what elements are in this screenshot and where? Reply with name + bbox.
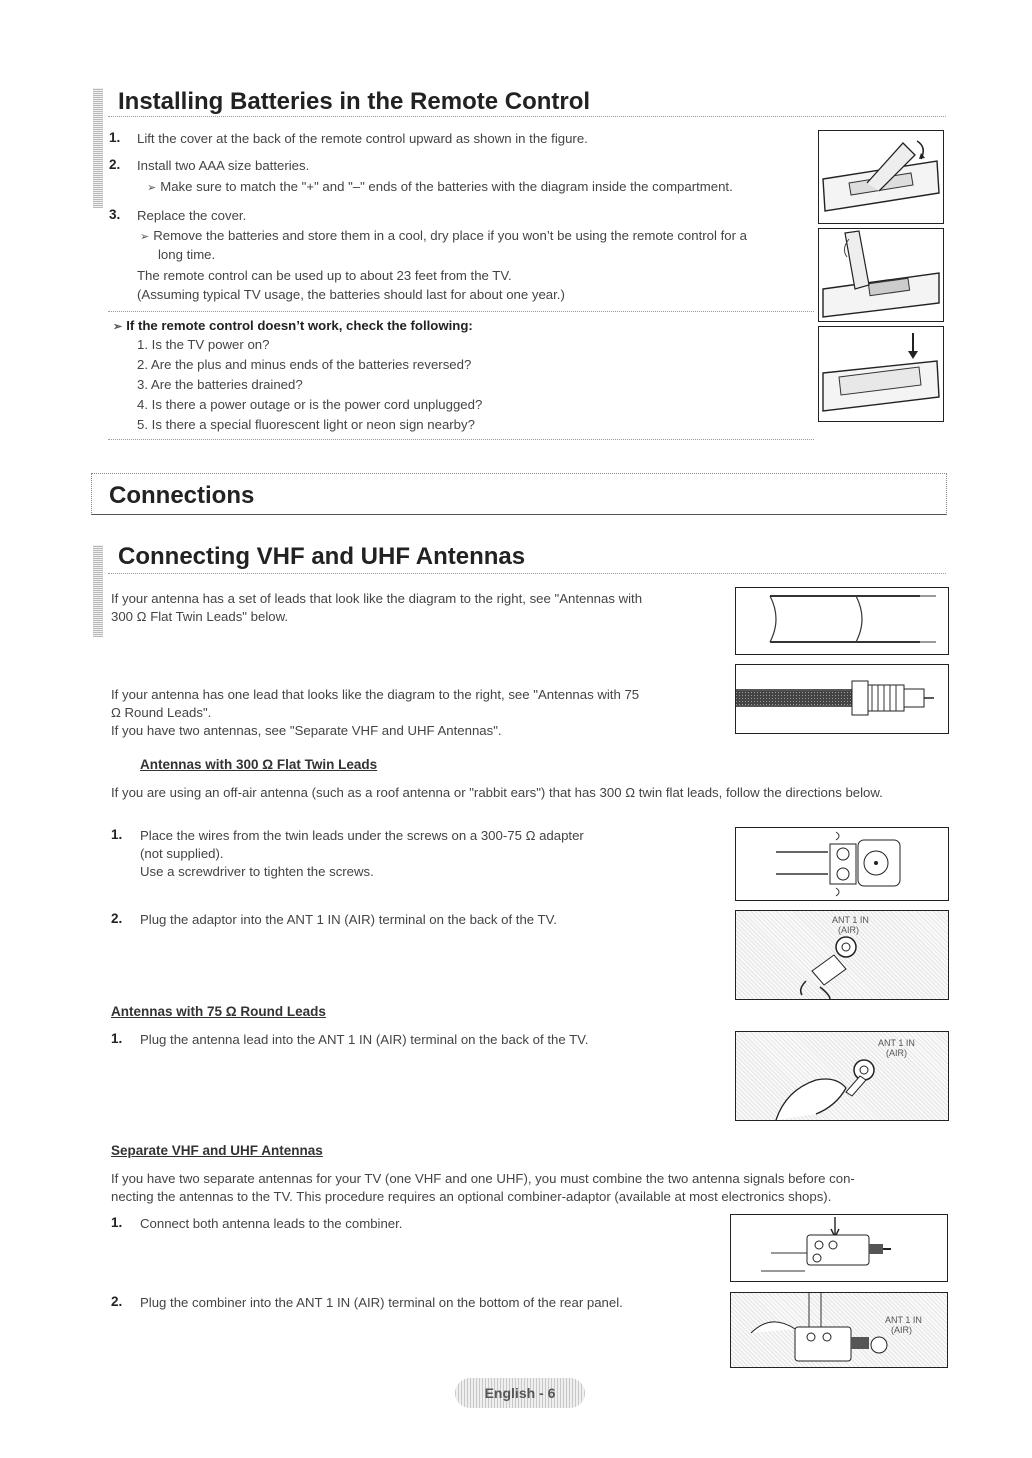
adapter-figure — [735, 827, 949, 901]
step-number: 2. — [109, 157, 121, 172]
coax-cable-illustration — [736, 665, 948, 733]
step-text: Use a screwdriver to tighten the screws. — [140, 864, 374, 879]
battery-insert-figure — [818, 228, 944, 322]
separate-desc: necting the antennas to the TV. This procedure requires an optional combiner-adaptor (available at most electronics shops). — [111, 1189, 832, 1204]
step-text: Connect both antenna leads to the combiner. — [140, 1216, 403, 1231]
separate-desc: If you have two separate antennas for your TV (one VHF and one UHF), you must combine the two antenna signals before con- — [111, 1171, 855, 1186]
divider — [108, 439, 814, 440]
combiner-figure — [730, 1214, 948, 1282]
troubleshoot-title: ➢ If the remote control doesn’t work, check the following: — [113, 317, 473, 336]
remote-close-illustration — [819, 327, 943, 421]
step-text: Lift the cover at the back of the remote control upward as shown in the figure. — [137, 131, 588, 146]
flat-leads-desc: If you are using an off-air antenna (such as a roof antenna or "rabbit ears") that has 300 Ω twin flat leads, follow the directions below. — [111, 785, 883, 800]
step-number: 2. — [111, 1294, 123, 1309]
intro-text: Ω Round Leads". — [111, 705, 212, 720]
flat-leads-heading: Antennas with 300 Ω Flat Twin Leads — [140, 757, 378, 772]
check-item: 1. Is the TV power on? — [137, 337, 270, 352]
remote-open-illustration — [819, 131, 943, 223]
title-divider — [108, 116, 946, 117]
coax-plug-illustration — [736, 1032, 948, 1120]
connections-title: Connections — [109, 482, 255, 509]
life-line: (Assuming typical TV usage, the batteries should last for about one year.) — [137, 287, 565, 302]
step-note: ➢ Make sure to match the "+" and "–" ends of the batteries with the diagram inside the compartment. — [147, 178, 733, 197]
step-text: Plug the antenna lead into the ANT 1 IN (AIR) terminal on the back of the TV. — [140, 1032, 589, 1047]
title-divider — [108, 573, 946, 574]
adapter-plug-illustration — [736, 911, 948, 999]
step-text: Plug the combiner into the ANT 1 IN (AIR) terminal on the bottom of the rear panel. — [140, 1295, 623, 1310]
step-number: 1. — [111, 827, 123, 842]
step-text: Install two AAA size batteries. — [137, 158, 310, 173]
air-label: (AIR) — [838, 925, 859, 935]
antenna-section-title: Connecting VHF and UHF Antennas — [118, 543, 526, 570]
flat-twin-lead-figure — [735, 587, 949, 655]
step-text: Place the wires from the twin leads under the screws on a 300-75 Ω adapter — [140, 828, 584, 843]
intro-text: 300 Ω Flat Twin Leads" below. — [111, 609, 289, 624]
remote-cover-close-figure — [818, 326, 944, 422]
ant-in-label: ANT 1 IN — [832, 915, 869, 925]
check-item: 4. Is there a power outage or is the power cord unplugged? — [137, 397, 483, 412]
adapter-illustration — [736, 828, 948, 900]
intro-text: If you have two antennas, see "Separate VHF and UHF Antennas". — [111, 723, 502, 738]
combiner-illustration — [731, 1215, 947, 1281]
combiner-plug-figure — [730, 1292, 948, 1368]
step-number: 1. — [111, 1031, 123, 1046]
step-note: ➢ Remove the batteries and store them in a cool, dry place if you won’t be using the remote control for a — [140, 227, 747, 246]
coax-plug-figure — [735, 1031, 949, 1121]
round-leads-heading: Antennas with 75 Ω Round Leads — [111, 1004, 326, 1019]
note-arrow-icon: ➢ — [140, 231, 150, 243]
separate-heading: Separate VHF and UHF Antennas — [111, 1143, 323, 1158]
round-lead-figure — [735, 664, 949, 734]
range-line: The remote control can be used up to about 23 feet from the TV. — [137, 268, 512, 283]
adapter-plug-figure — [735, 910, 949, 1000]
check-item: 2. Are the plus and minus ends of the batteries reversed? — [137, 357, 472, 372]
step-text: Replace the cover. — [137, 208, 247, 223]
section-bar — [93, 545, 103, 637]
battery-section-title: Installing Batteries in the Remote Control — [118, 88, 591, 115]
ant-in-label: ANT 1 IN — [885, 1315, 922, 1325]
step-text: Plug the adaptor into the ANT 1 IN (AIR) terminal on the back of the TV. — [140, 912, 557, 927]
remote-cover-open-figure — [818, 130, 944, 224]
check-item: 3. Are the batteries drained? — [137, 377, 303, 392]
combiner-plug-illustration — [731, 1293, 947, 1367]
divider — [108, 311, 814, 312]
note-arrow-icon: ➢ — [147, 182, 157, 194]
battery-insert-illustration — [819, 229, 943, 321]
section-bar — [93, 88, 103, 208]
step-number: 3. — [109, 207, 121, 222]
air-label: (AIR) — [891, 1325, 912, 1335]
ant-in-label: ANT 1 IN — [878, 1038, 915, 1048]
note-arrow-icon: ➢ — [113, 321, 123, 333]
step-note-cont: long time. — [158, 247, 216, 262]
step-text: (not supplied). — [140, 846, 224, 861]
step-number: 1. — [109, 130, 121, 145]
intro-text: If your antenna has one lead that looks like the diagram to the right, see "Antennas with 75 — [111, 687, 640, 702]
check-item: 5. Is there a special fluorescent light or neon sign nearby? — [137, 417, 475, 432]
page-number-badge: English - 6 — [455, 1378, 585, 1408]
step-number: 2. — [111, 911, 123, 926]
intro-text: If your antenna has a set of leads that look like the diagram to the right, see "Antennas with — [111, 591, 643, 606]
step-number: 1. — [111, 1215, 123, 1230]
air-label: (AIR) — [886, 1048, 907, 1058]
twin-lead-illustration — [736, 588, 948, 654]
